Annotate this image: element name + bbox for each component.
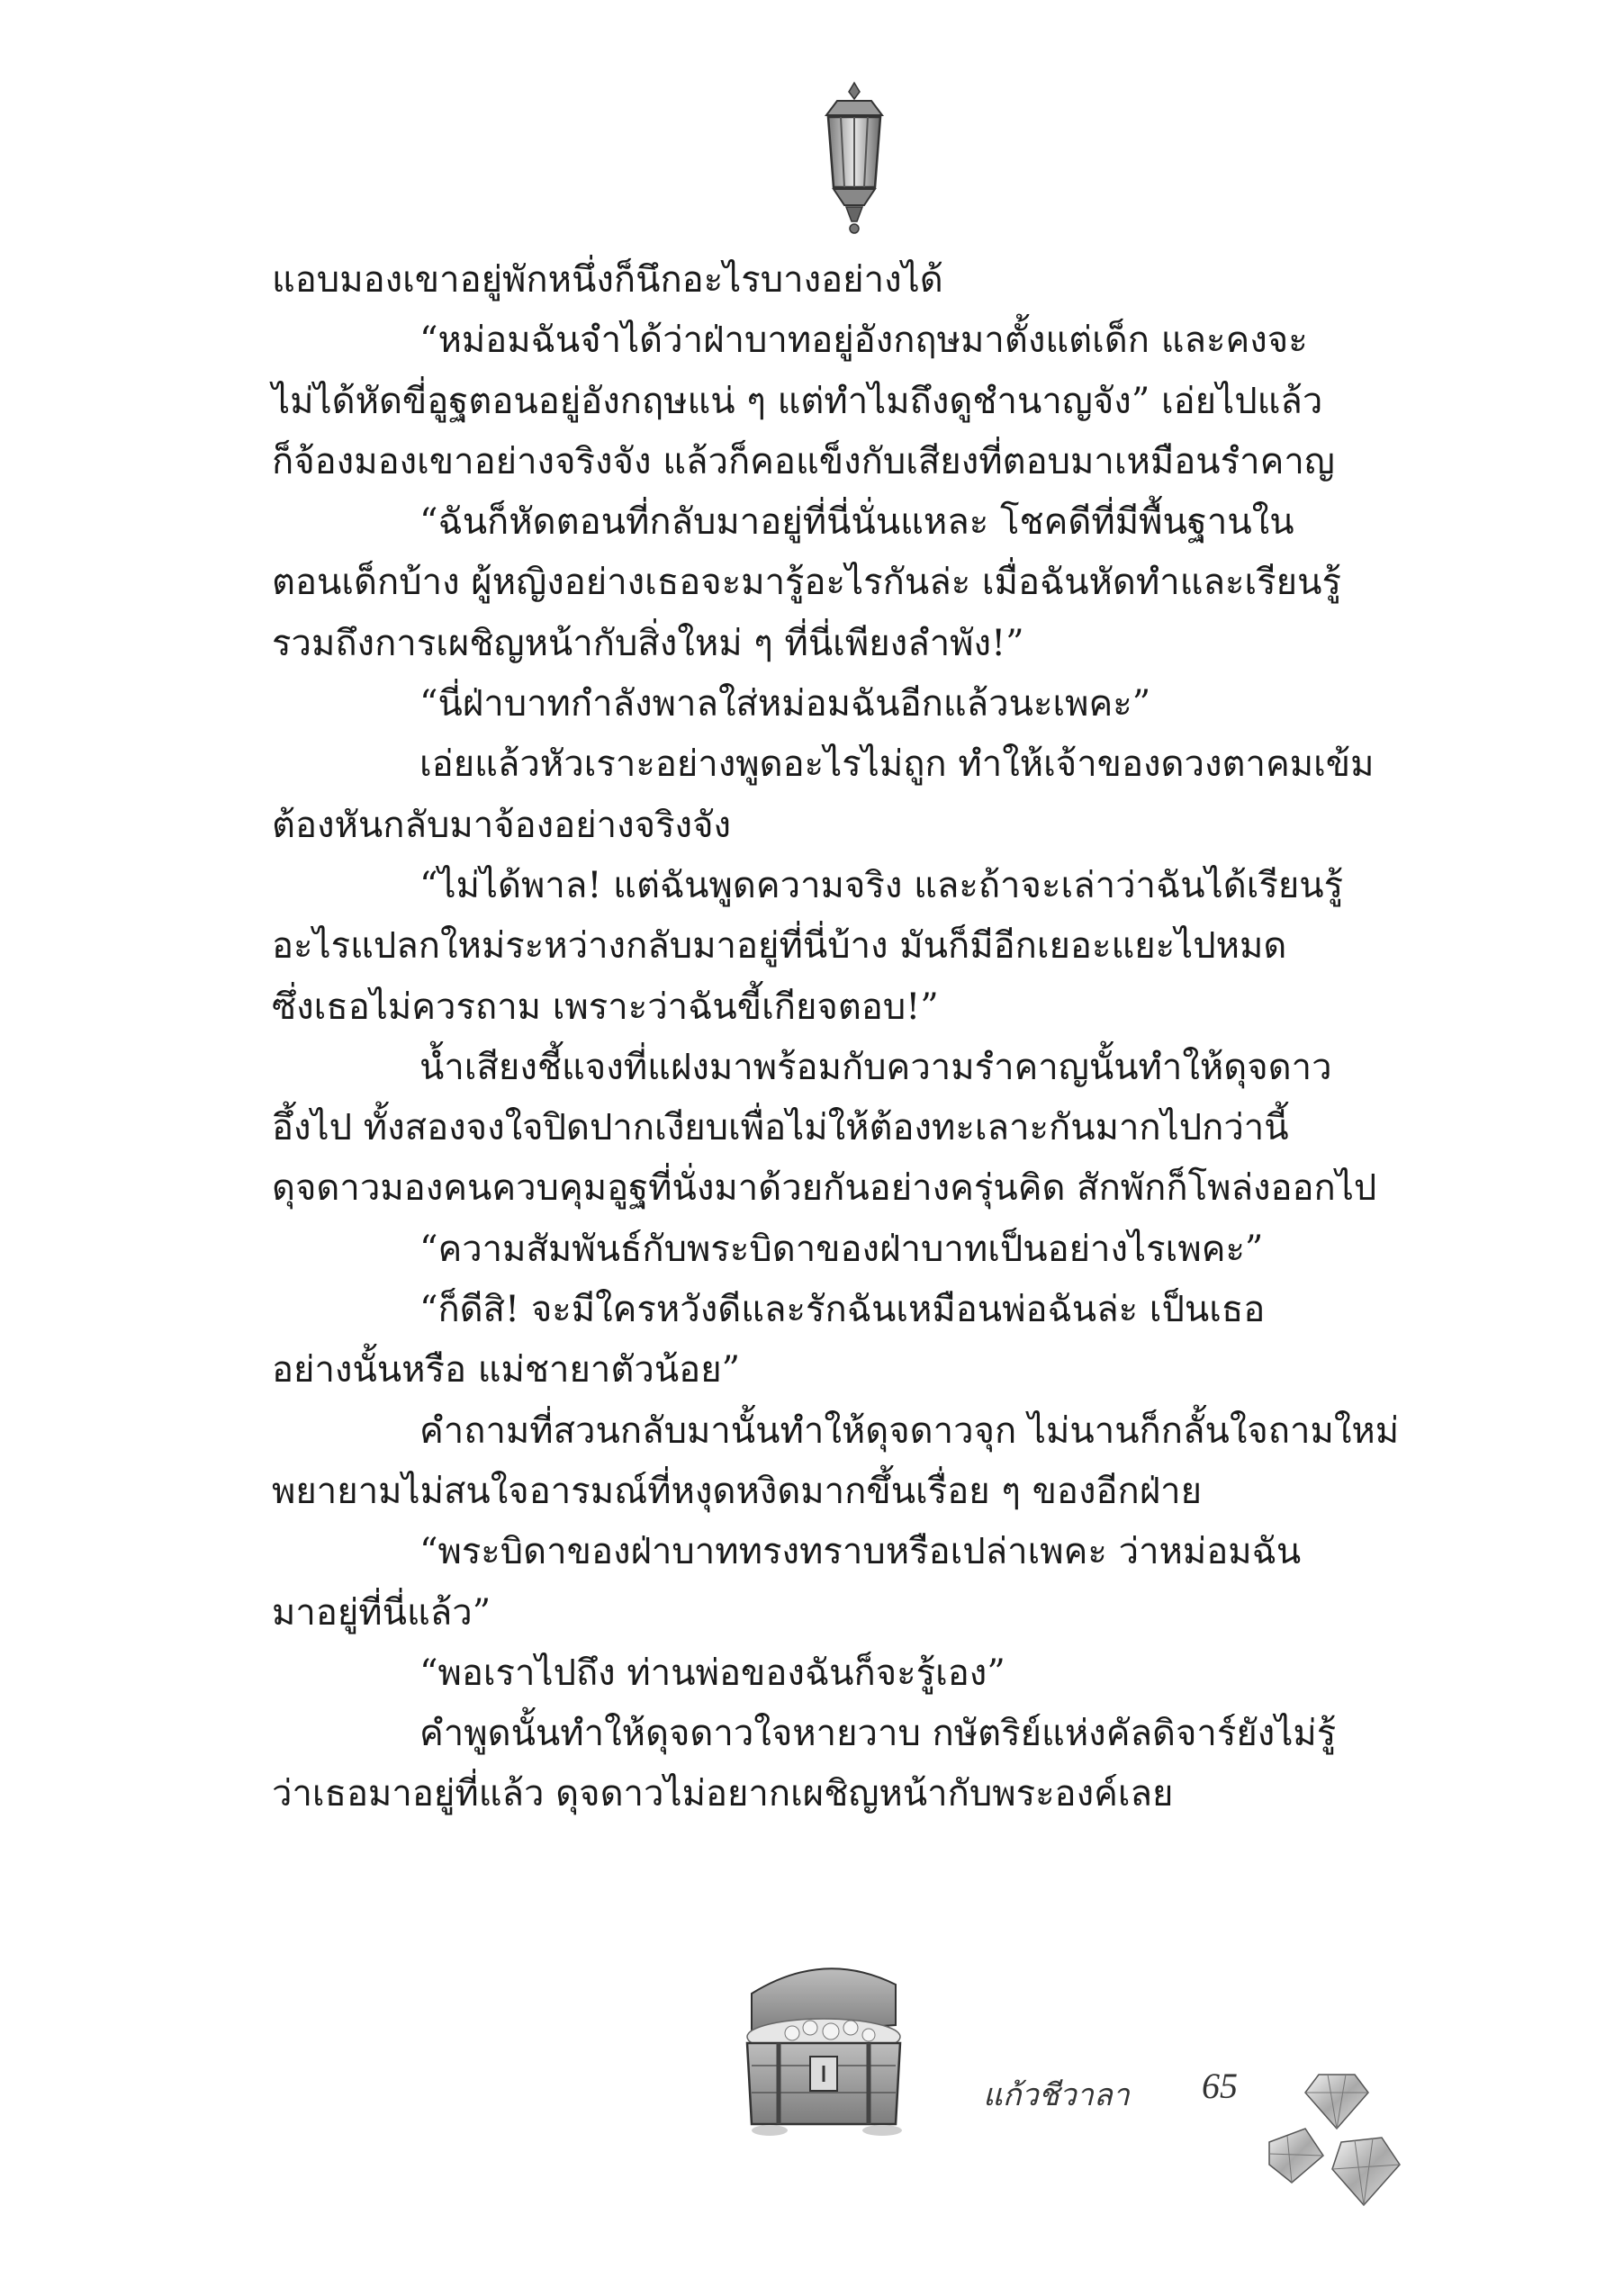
text-line: พยายามไม่สนใจอารมณ์ที่หงุดหงิดมากขึ้นเรื่อย ๆ ของอีกฝ่าย xyxy=(272,1470,1203,1512)
page-number: 65 xyxy=(1202,2066,1238,2106)
text-line: มาอยู่ที่นี่แล้ว” xyxy=(272,1591,491,1634)
paragraph xyxy=(272,1401,1410,1523)
text-line: “พระบิดาของฝ่าบาททรงทราบหรือเปล่าเพคะ ว่าหม่อมฉัน xyxy=(419,1531,1302,1573)
text-line: รวมถึงการเผชิญหน้ากับสิ่งใหม่ ๆ ที่นี่เพียงลำพัง!” xyxy=(272,622,1024,664)
diamonds-icon xyxy=(1256,2057,1413,2214)
text-line: “ฉันก็หัดตอนที่กลับมาอยู่ที่นี่นั่นแหละ โชคดีที่มีพื้นฐานใน xyxy=(419,501,1294,544)
paragraph xyxy=(272,1643,1410,1704)
text-line: “ไม่ได้พาล! แต่ฉันพูดความจริง และถ้าจะเล่าว่าฉันได้เรียนรู้ xyxy=(419,864,1344,906)
lantern-icon xyxy=(810,79,898,241)
text-line: แอบมองเขาอยู่พักหนึ่งก็นึกอะไรบางอย่างได้ xyxy=(272,259,943,301)
text-line: “ก็ดีสิ! จะมีใครหวังดีและรักฉันเหมือนพ่อฉันล่ะ เป็นเธอ xyxy=(419,1289,1266,1331)
text-line: น้ำเสียงชี้แจงที่แฝงมาพร้อมกับความรำคาญนั้นทำให้ดุจดาว xyxy=(419,1046,1332,1088)
body-text xyxy=(272,250,1410,1825)
paragraph xyxy=(272,311,1410,492)
text-line: “นี่ฝ่าบาทกำลังพาลใส่หม่อมฉันอีกแล้วนะเพคะ” xyxy=(419,683,1151,725)
paragraph xyxy=(272,250,1410,311)
text-line: ตอนเด็กบ้าง ผู้หญิงอย่างเธอจะมารู้อะไรกันล่ะ เมื่อฉันหัดทำและเรียนรู้ xyxy=(272,562,1341,604)
text-line: ก็จ้องมองเขาอย่างจริงจัง แล้วก็คอแข็งกับเสียงที่ตอบมาเหมือนรำคาญ xyxy=(272,440,1335,482)
text-line: ดุจดาวมองคนควบคุมอูฐที่นั่งมาด้วยกันอย่างครุ่นคิด สักพักก็โพล่งออกไป xyxy=(272,1167,1377,1210)
text-line: ต้องหันกลับมาจ้องอย่างจริงจัง xyxy=(272,804,732,846)
text-line: อะไรแปลกใหม่ระหว่างกลับมาอยู่ที่นี่บ้าง มันก็มีอีกเยอะแยะไปหมด xyxy=(272,925,1287,968)
text-line: ว่าเธอมาอยู่ที่แล้ว ดุจดาวไม่อยากเผชิญหน้ากับพระองค์เลย xyxy=(272,1773,1174,1815)
paragraph xyxy=(272,1038,1410,1220)
text-line: “ความสัมพันธ์กับพระบิดาของฝ่าบาทเป็นอย่างไรเพคะ” xyxy=(419,1228,1264,1270)
paragraph xyxy=(272,674,1410,734)
text-line: อย่างนั้นหรือ แม่ชายาตัวน้อย” xyxy=(272,1349,741,1391)
book-title: แก้วชีวาลา xyxy=(983,2079,1130,2112)
text-line: “หม่อมฉันจำได้ว่าฝ่าบาทอยู่อังกฤษมาตั้งแต่เด็ก และคงจะ xyxy=(419,320,1308,362)
text-line: คำพูดนั้นทำให้ดุจดาวใจหายวาบ กษัตริย์แห่งคัลดิจาร์ยังไม่รู้ xyxy=(419,1713,1337,1755)
text-line: อึ้งไป ทั้งสองจงใจปิดปากเงียบเพื่อไม่ให้ต้องทะเลาะกันมากไปกว่านี้ xyxy=(272,1107,1289,1149)
paragraph xyxy=(272,734,1410,856)
text-line: ซึ่งเธอไม่ควรถาม เพราะว่าฉันขี้เกียจตอบ!” xyxy=(272,986,939,1028)
text-line: เอ่ยแล้วหัวเราะอย่างพูดอะไรไม่ถูก ทำให้เจ้าของดวงตาคมเข้ม xyxy=(419,743,1375,786)
paragraph xyxy=(272,1704,1410,1825)
paragraph xyxy=(272,1220,1410,1280)
treasure-chest-icon xyxy=(716,1958,941,2142)
paragraph xyxy=(272,1522,1410,1643)
text-line: คำถามที่สวนกลับมานั้นทำให้ดุจดาวจุก ไม่นานก็กลั้นใจถามใหม่ xyxy=(419,1409,1400,1452)
paragraph xyxy=(272,856,1410,1038)
paragraph xyxy=(272,1280,1410,1401)
text-line: “พอเราไปถึง ท่านพ่อของฉันก็จะรู้เอง” xyxy=(419,1652,1005,1694)
text-line: ไม่ได้หัดขี่อูฐตอนอยู่อังกฤษแน่ ๆ แต่ทำไมถึงดูชำนาญจัง” เอ่ยไปแล้ว xyxy=(272,380,1323,422)
paragraph xyxy=(272,492,1410,674)
